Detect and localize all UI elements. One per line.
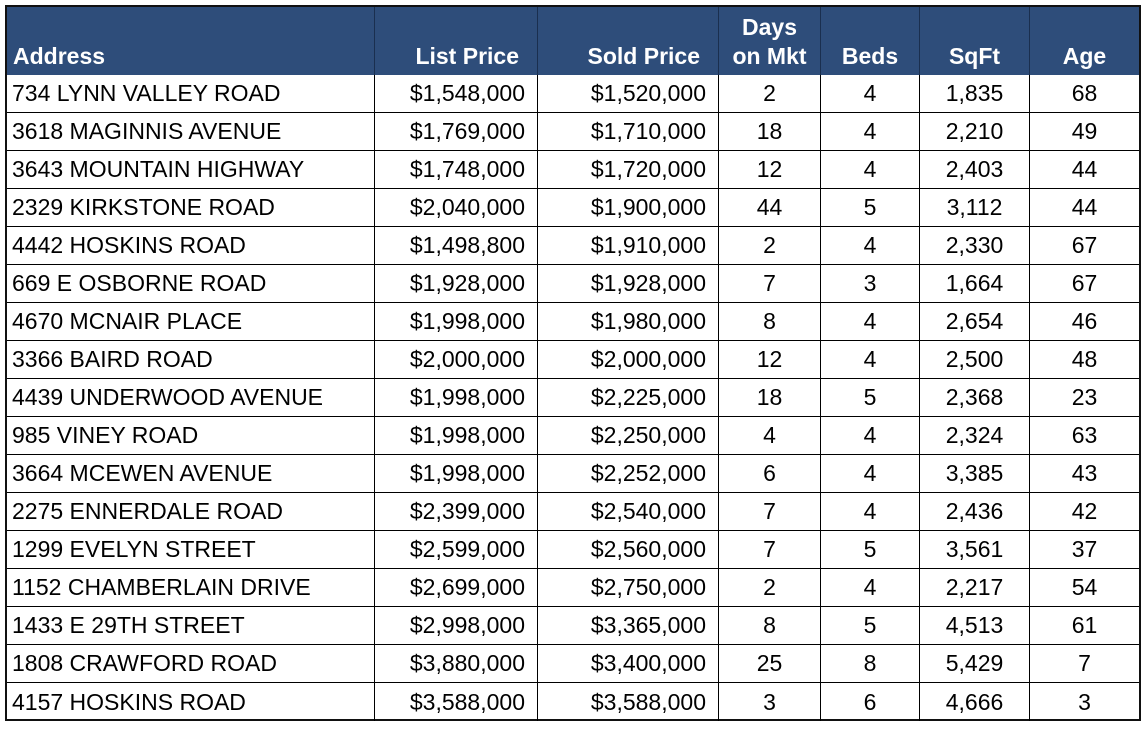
cell-sold-price[interactable]: $3,365,000 <box>538 607 719 645</box>
cell-days-on-mkt[interactable]: 12 <box>719 341 821 379</box>
cell-sqft[interactable]: 2,324 <box>920 417 1030 455</box>
cell-address[interactable]: 4442 HOSKINS ROAD <box>7 227 375 265</box>
cell-list-price[interactable]: $3,880,000 <box>375 645 538 683</box>
cell-beds[interactable]: 5 <box>821 531 920 569</box>
cell-list-price[interactable]: $2,000,000 <box>375 341 538 379</box>
cell-sqft[interactable]: 2,210 <box>920 113 1030 151</box>
cell-days-on-mkt[interactable]: 2 <box>719 75 821 113</box>
cell-list-price[interactable]: $1,748,000 <box>375 151 538 189</box>
cell-age[interactable]: 67 <box>1030 265 1139 303</box>
header-address-label: Address <box>13 43 106 69</box>
cell-list-price[interactable]: $2,699,000 <box>375 569 538 607</box>
cell-sqft[interactable]: 4,666 <box>920 683 1030 721</box>
cell-address[interactable]: 2275 ENNERDALE ROAD <box>7 493 375 531</box>
cell-sold-price[interactable]: $2,750,000 <box>538 569 719 607</box>
cell-days-on-mkt[interactable]: 12 <box>719 151 821 189</box>
cell-beds[interactable]: 6 <box>821 683 920 721</box>
cell-sold-price[interactable]: $2,225,000 <box>538 379 719 417</box>
cell-sqft[interactable]: 2,500 <box>920 341 1030 379</box>
sales-table <box>5 5 1141 721</box>
cell-age[interactable]: 37 <box>1030 531 1139 569</box>
cell-sqft[interactable]: 2,403 <box>920 151 1030 189</box>
cell-beds[interactable]: 4 <box>821 569 920 607</box>
cell-address[interactable]: 3643 MOUNTAIN HIGHWAY <box>7 151 375 189</box>
cell-list-price[interactable]: $1,998,000 <box>375 303 538 341</box>
cell-sqft[interactable]: 3,385 <box>920 455 1030 493</box>
cell-age[interactable]: 49 <box>1030 113 1139 151</box>
cell-sqft[interactable]: 1,664 <box>920 265 1030 303</box>
cell-days-on-mkt[interactable]: 18 <box>719 379 821 417</box>
cell-address[interactable]: 3366 BAIRD ROAD <box>7 341 375 379</box>
cell-sold-price[interactable]: $2,250,000 <box>538 417 719 455</box>
header-age[interactable] <box>1030 7 1139 75</box>
cell-sqft[interactable]: 2,217 <box>920 569 1030 607</box>
cell-list-price[interactable]: $2,040,000 <box>375 189 538 227</box>
cell-address[interactable]: 1433 E 29TH STREET <box>7 607 375 645</box>
cell-sold-price[interactable]: $1,520,000 <box>538 75 719 113</box>
cell-list-price[interactable]: $1,998,000 <box>375 379 538 417</box>
cell-sold-price[interactable]: $2,252,000 <box>538 455 719 493</box>
cell-sqft[interactable]: 2,330 <box>920 227 1030 265</box>
cell-days-on-mkt[interactable]: 18 <box>719 113 821 151</box>
cell-address[interactable]: 3664 MCEWEN AVENUE <box>7 455 375 493</box>
cell-beds[interactable]: 5 <box>821 189 920 227</box>
cell-beds[interactable]: 4 <box>821 113 920 151</box>
header-days-on-mkt-line2: on Mkt <box>732 43 807 69</box>
cell-age[interactable]: 68 <box>1030 75 1139 113</box>
cell-age[interactable]: 23 <box>1030 379 1139 417</box>
cell-age[interactable]: 48 <box>1030 341 1139 379</box>
header-list-price-label: List Price <box>415 43 519 69</box>
cell-beds[interactable]: 4 <box>821 417 920 455</box>
cell-days-on-mkt[interactable]: 7 <box>719 531 821 569</box>
cell-beds[interactable]: 4 <box>821 151 920 189</box>
cell-sold-price[interactable]: $3,588,000 <box>538 683 719 721</box>
cell-list-price[interactable]: $3,588,000 <box>375 683 538 721</box>
header-sqft[interactable] <box>920 7 1030 75</box>
header-days-on-mkt[interactable] <box>719 7 821 75</box>
cell-days-on-mkt[interactable]: 3 <box>719 683 821 721</box>
cell-days-on-mkt[interactable]: 2 <box>719 227 821 265</box>
cell-age[interactable]: 46 <box>1030 303 1139 341</box>
cell-age[interactable]: 3 <box>1078 688 1091 715</box>
cell-age[interactable]: 43 <box>1030 455 1139 493</box>
cell-address[interactable]: 985 VINEY ROAD <box>7 417 375 455</box>
cell-days-on-mkt[interactable]: 8 <box>719 303 821 341</box>
cell-age[interactable]: 44 <box>1030 189 1139 227</box>
cell-address[interactable]: 1808 CRAWFORD ROAD <box>7 645 375 683</box>
cell-sold-price[interactable]: $3,400,000 <box>538 645 719 683</box>
cell-beds[interactable]: 4 <box>821 303 920 341</box>
cell-sold-price[interactable]: $1,710,000 <box>538 113 719 151</box>
cell-sold-price[interactable]: $1,720,000 <box>538 151 719 189</box>
cell-beds[interactable]: 4 <box>821 455 920 493</box>
cell-sqft[interactable]: 1,835 <box>920 75 1030 113</box>
header-sold-price-label: Sold Price <box>587 43 700 69</box>
cell-beds[interactable]: 5 <box>821 379 920 417</box>
header-days-on-mkt-line1: Days <box>742 14 797 40</box>
cell-address[interactable]: 2329 KIRKSTONE ROAD <box>7 189 375 227</box>
cell-days-on-mkt[interactable]: 2 <box>719 569 821 607</box>
cell-beds[interactable]: 4 <box>821 227 920 265</box>
cell-sold-price[interactable]: $2,000,000 <box>538 341 719 379</box>
cell-sqft[interactable]: 2,654 <box>920 303 1030 341</box>
cell-sqft[interactable]: 2,368 <box>920 379 1030 417</box>
header-sqft-label: SqFt <box>948 43 1001 69</box>
cell-list-price[interactable]: $2,599,000 <box>375 531 538 569</box>
cell-days-on-mkt[interactable]: 44 <box>719 189 821 227</box>
cell-age[interactable]: 67 <box>1030 227 1139 265</box>
cell-sold-price[interactable]: $1,900,000 <box>538 189 719 227</box>
cell-address[interactable]: 734 LYNN VALLEY ROAD <box>7 75 375 113</box>
cell-days-on-mkt[interactable]: 25 <box>719 645 821 683</box>
cell-list-price[interactable]: $1,498,800 <box>375 227 538 265</box>
cell-address[interactable]: 4670 MCNAIR PLACE <box>7 303 375 341</box>
cell-age[interactable]: 44 <box>1030 151 1139 189</box>
cell-address[interactable]: 669 E OSBORNE ROAD <box>7 265 375 303</box>
cell-address[interactable]: 1299 EVELYN STREET <box>7 531 375 569</box>
cell-days-on-mkt[interactable]: 6 <box>719 455 821 493</box>
cell-sqft[interactable]: 4,513 <box>920 607 1030 645</box>
cell-address[interactable]: 4439 UNDERWOOD AVENUE <box>7 379 375 417</box>
cell-list-price[interactable]: $2,998,000 <box>375 607 538 645</box>
cell-age[interactable]: 61 <box>1030 607 1139 645</box>
header-list-price[interactable] <box>375 7 538 75</box>
cell-beds[interactable]: 4 <box>821 341 920 379</box>
header-beds-label: Beds <box>841 43 899 69</box>
cell-list-price[interactable]: $1,998,000 <box>375 417 538 455</box>
header-age-label: Age <box>1062 43 1107 69</box>
cell-age[interactable]: 54 <box>1030 569 1139 607</box>
cell-beds[interactable]: 3 <box>821 265 920 303</box>
cell-beds[interactable]: 4 <box>821 493 920 531</box>
cell-beds[interactable]: 4 <box>821 75 920 113</box>
cell-days-on-mkt[interactable]: 7 <box>719 493 821 531</box>
cell-sold-price[interactable]: $2,540,000 <box>538 493 719 531</box>
cell-age[interactable]: 42 <box>1030 493 1139 531</box>
cell-list-price[interactable]: $2,399,000 <box>375 493 538 531</box>
cell-days-on-mkt[interactable]: 4 <box>719 417 821 455</box>
cell-days-on-mkt[interactable]: 8 <box>719 607 821 645</box>
cell-sqft[interactable]: 3,561 <box>920 531 1030 569</box>
cell-age[interactable]: 7 <box>1030 645 1139 683</box>
cell-sold-price[interactable]: $2,560,000 <box>538 531 719 569</box>
cell-sqft[interactable]: 5,429 <box>920 645 1030 683</box>
cell-sold-price[interactable]: $1,980,000 <box>538 303 719 341</box>
cell-list-price[interactable]: $1,769,000 <box>375 113 538 151</box>
cell-list-price[interactable]: $1,548,000 <box>375 75 538 113</box>
cell-sold-price[interactable]: $1,910,000 <box>538 227 719 265</box>
cell-address[interactable]: 4157 HOSKINS ROAD <box>7 683 375 721</box>
cell-list-price[interactable]: $1,928,000 <box>375 265 538 303</box>
cell-sold-price[interactable]: $1,928,000 <box>538 265 719 303</box>
cell-list-price[interactable]: $1,998,000 <box>375 455 538 493</box>
header-address[interactable] <box>7 7 375 75</box>
cell-days-on-mkt[interactable]: 7 <box>719 265 821 303</box>
cell-address[interactable]: 1152 CHAMBERLAIN DRIVE <box>7 569 375 607</box>
cell-age[interactable]: 63 <box>1030 417 1139 455</box>
cell-beds[interactable]: 8 <box>821 645 920 683</box>
cell-beds[interactable]: 5 <box>821 607 920 645</box>
header-sold-price[interactable] <box>538 7 719 75</box>
cell-sqft[interactable]: 2,436 <box>920 493 1030 531</box>
header-beds[interactable] <box>821 7 920 75</box>
cell-sqft[interactable]: 3,112 <box>920 189 1030 227</box>
cell-address[interactable]: 3618 MAGINNIS AVENUE <box>7 113 375 151</box>
